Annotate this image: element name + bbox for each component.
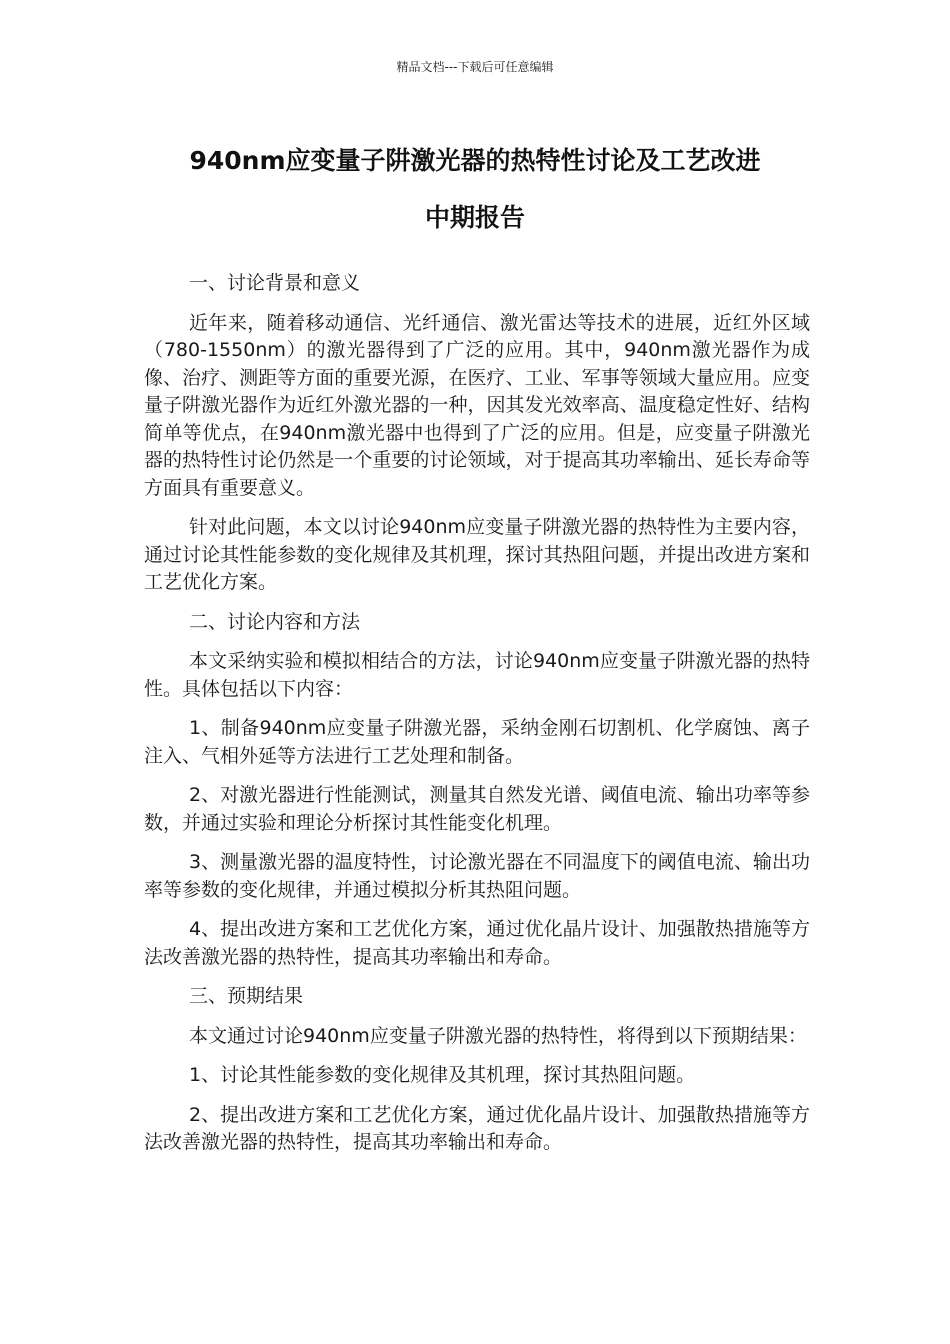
list-item-method-2: 2、对激光器进行性能测试，测量其自然发光谱、阈值电流、输出功率等参数，并通过实验和理论分析探讨其性能变化机理。 [144, 784, 810, 834]
document-body [144, 270, 810, 1169]
paragraph-objective: 针对此问题，本文以讨论940nm应变量子阱激光器的热特性为主要内容，通过讨论其性能参数的变化规律及其机理，探讨其热阻问题，并提出改进方案和工艺优化方案。 [144, 516, 810, 593]
list-item-method-1: 1、制备940nm应变量子阱激光器，采纳金刚石切割机、化学腐蚀、离子注入、气相外延等方法进行工艺处理和制备。 [144, 717, 810, 767]
paragraph-results-intro: 本文通过讨论940nm应变量子阱激光器的热特性，将得到以下预期结果： [189, 1024, 807, 1047]
list-item-method-3: 3、测量激光器的温度特性，讨论激光器在不同温度下的阈值电流、输出功率等参数的变化规律，并通过模拟分析其热阻问题。 [144, 851, 810, 901]
list-item-result-1: 1、讨论其性能参数的变化规律及其机理，探讨其热阻问题。 [189, 1064, 696, 1086]
section-heading-methods: 二、讨论内容和方法 [189, 610, 361, 633]
section-heading-results: 三、预期结果 [189, 985, 304, 1007]
paragraph-background: 近年来，随着移动通信、光纤通信、激光雷达等技术的进展，近红外区域（780-1550nm）的激光器得到了广泛的应用。其中，940nm激光器作为成像、治疗、测距等方面的重要光源，在医疗、工业、军事等领域大量应用。应变量子阱激光器作为近红外激光器的一种，因其发光效率高、温度稳定性好、结构简单等优点，在940nm激光器中也得到了广泛的应用。但是，应变量子阱激光器的热特性讨论仍然是一个重要的讨论领域，对于提高其功率输出、延长寿命等方面具有重要意义。 [144, 311, 810, 499]
title-line-1: 940nm应变量子阱激光器的热特性讨论及工艺改进 [189, 146, 761, 175]
paragraph-methods-intro: 本文采纳实验和模拟相结合的方法，讨论940nm应变量子阱激光器的热特性。具体包括以下内容： [144, 650, 810, 700]
list-item-result-2: 2、提出改进方案和工艺优化方案，通过优化晶片设计、加强散热措施等方法改善激光器的热特性，提高其功率输出和寿命。 [144, 1103, 810, 1153]
title-line-2: 中期报告 [424, 203, 525, 232]
page-header: 精品文档---下载后可任意编辑 [396, 60, 554, 74]
section-heading-background: 一、讨论背景和意义 [189, 272, 361, 294]
list-item-method-4: 4、提出改进方案和工艺优化方案，通过优化晶片设计、加强散热措施等方法改善激光器的热特性，提高其功率输出和寿命。 [144, 918, 810, 968]
